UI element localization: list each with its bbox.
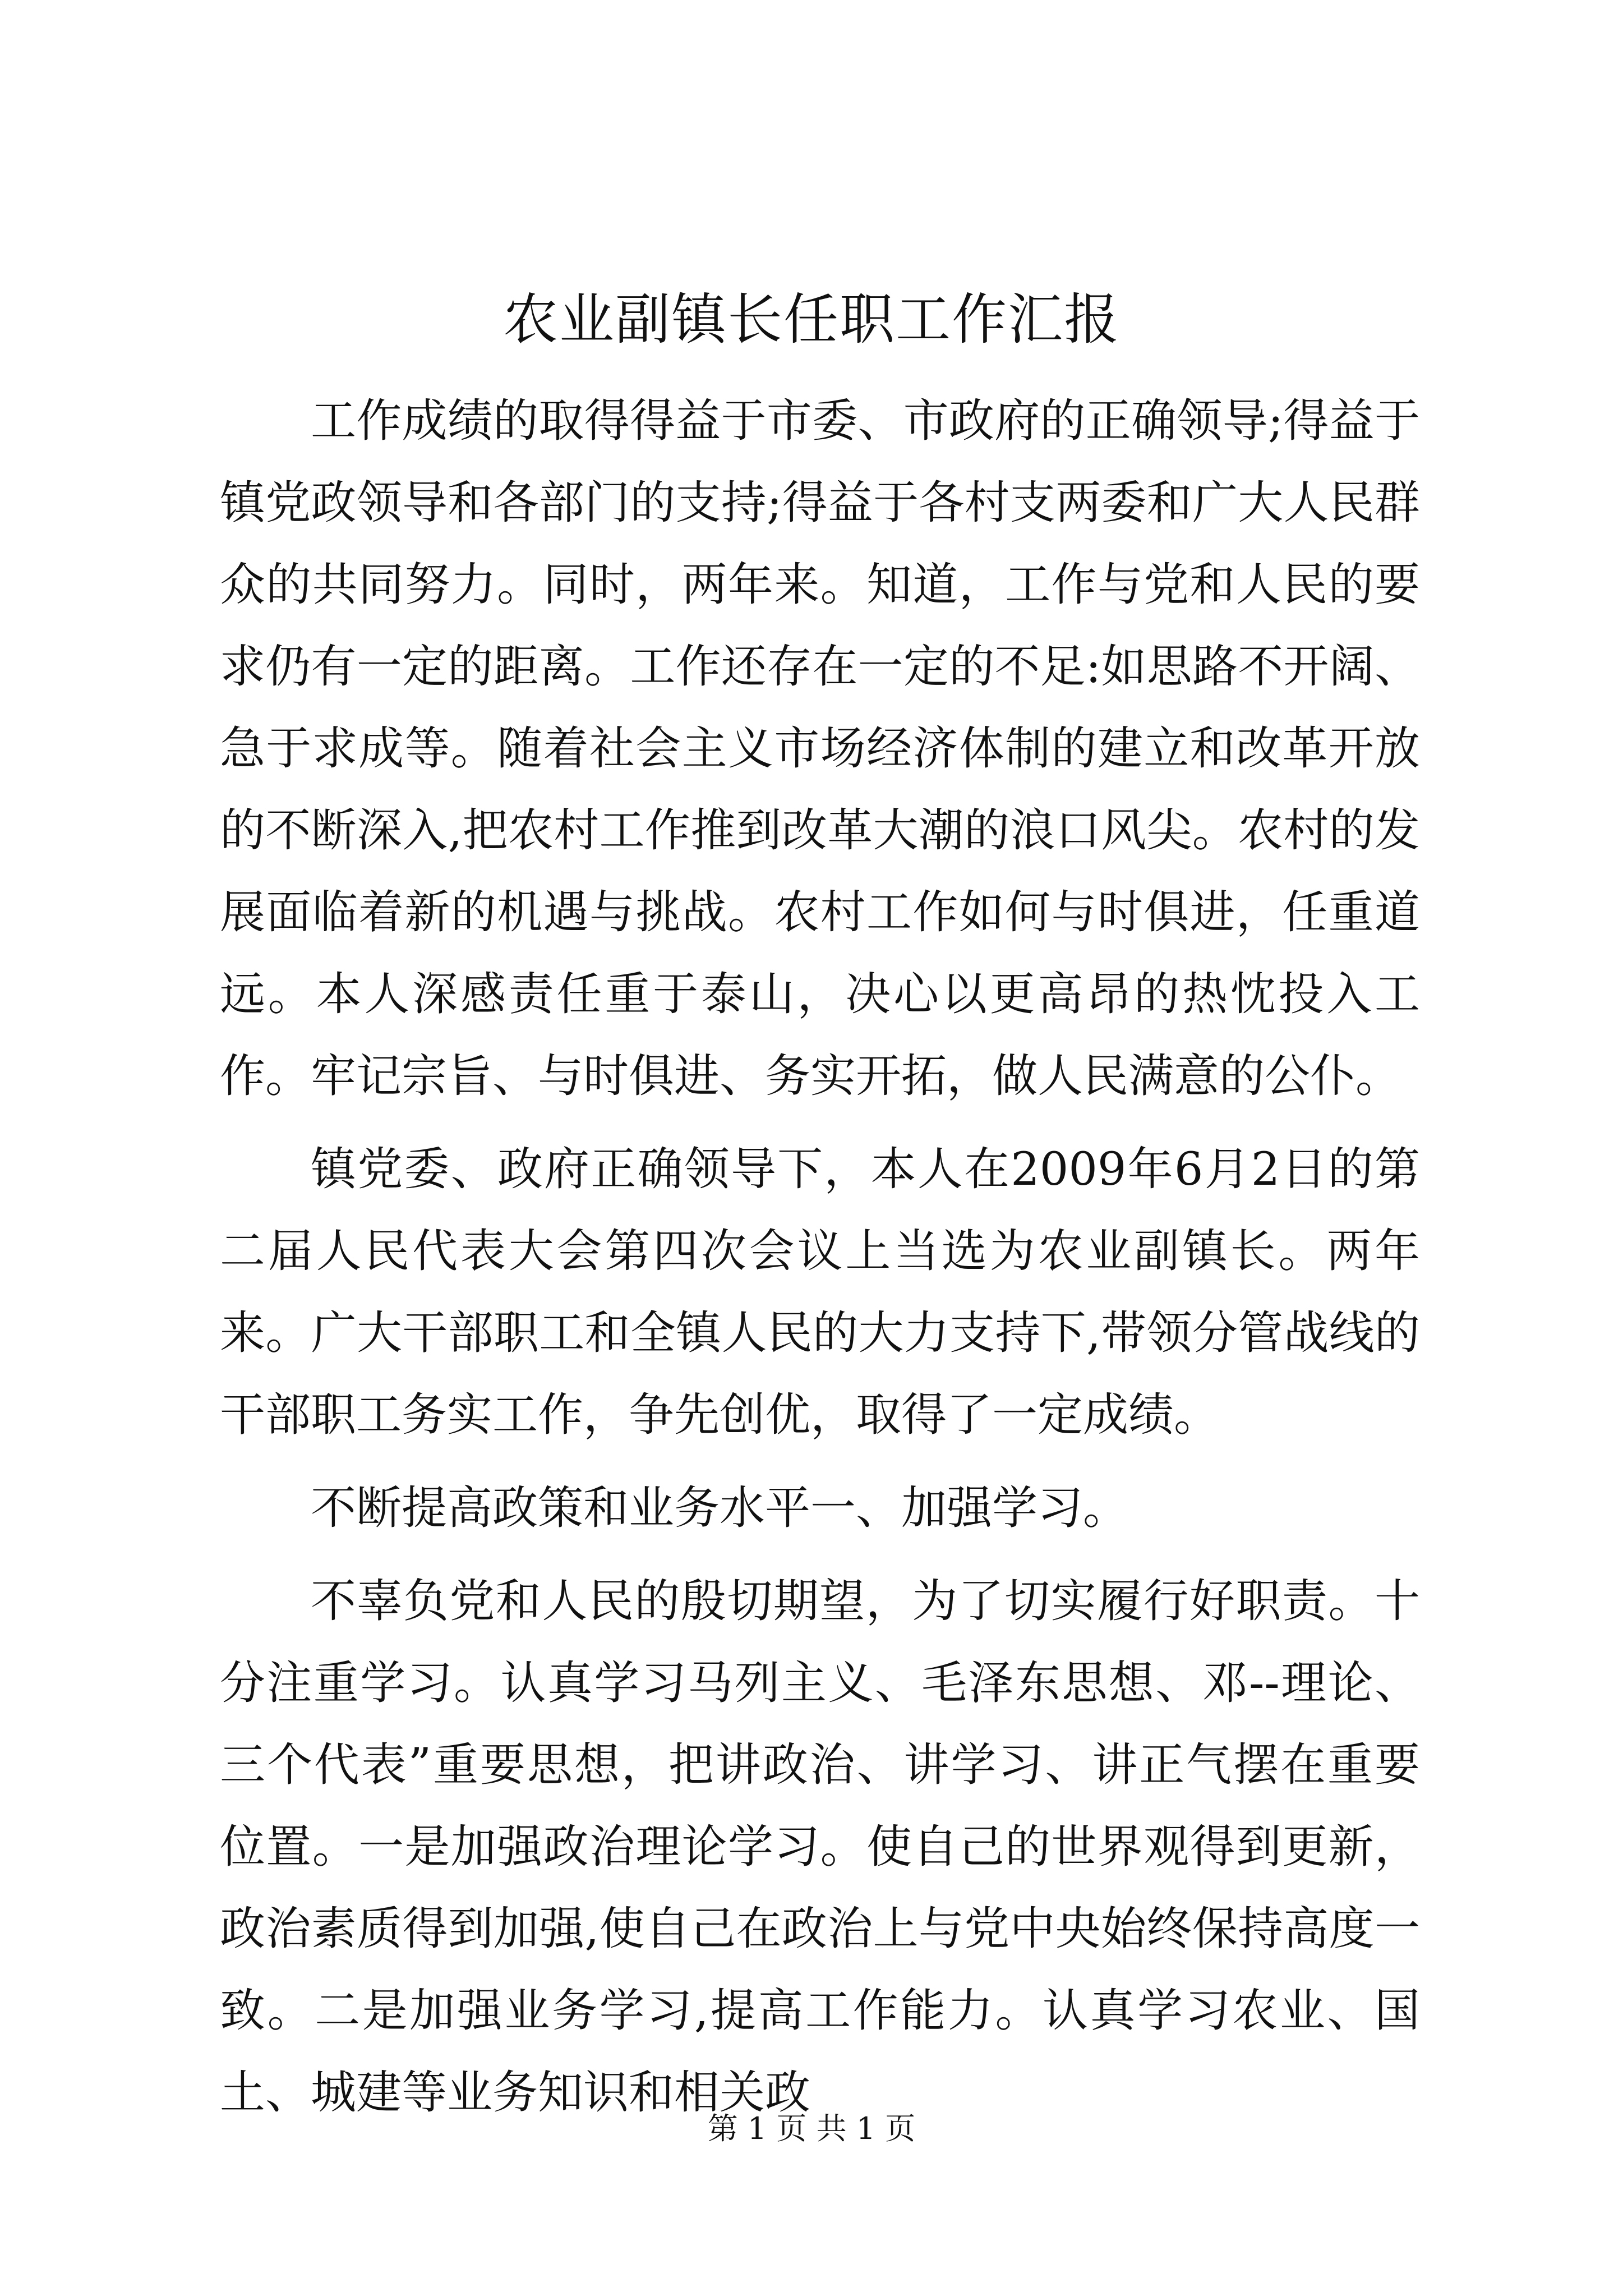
paragraph-4: 不辜负党和人民的殷切期望，为了切实履行好职责。十分注重学习。认真学习马列主义、毛泽东思想、邓--理论、三个代表”重要思想，把讲政治、讲学习、讲正气摆在重要位置。一是加强政治理论学习。使自己的世界观得到更新，政治素质得到加强,使自己在政治上与党中央始终保持高度一致。二是加强业务学习,提高工作能力。认真学习农业、国土、城建等业务知识和相关政 (220, 1575, 1420, 2119)
paragraph-3: 不断提高政策和业务水平一、加强学习。 (311, 1482, 1129, 1535)
document-body (220, 380, 1420, 2145)
document-title: 农业副镇长任职工作汇报 (502, 288, 1120, 352)
paragraph-2: 镇党委、政府正确领导下，本人在2009年6月2日的第二届人民代表大会第四次会议上当选为农业副镇长。两年来。广大干部职工和全镇人民的大力支持下,带领分管战线的干部职工务实工作，争先创优，取得了一定成绩。 (220, 1143, 1420, 1442)
paragraph-1: 工作成绩的取得得益于市委、市政府的正确领导;得益于镇党政领导和各部门的支持;得益于各村支两委和广大人民群众的共同努力。同时，两年来。知道，工作与党和人民的要求仍有一定的距离。工作还存在一定的不足:如思路不开阔、急于求成等。随着社会主义市场经济体制的建立和改革开放的不断深入,把农村工作推到改革大潮的浪口风尖。农村的发展面临着新的机遇与挑战。农村工作如何与时俱进，任重道远。本人深感责任重于泰山，决心以更高昂的热忱投入工作。牢记宗旨、与时俱进、务实开拓，做人民满意的公仆。 (220, 395, 1420, 1103)
page-footer: 第 1 页 共 1 页 (707, 2111, 916, 2146)
